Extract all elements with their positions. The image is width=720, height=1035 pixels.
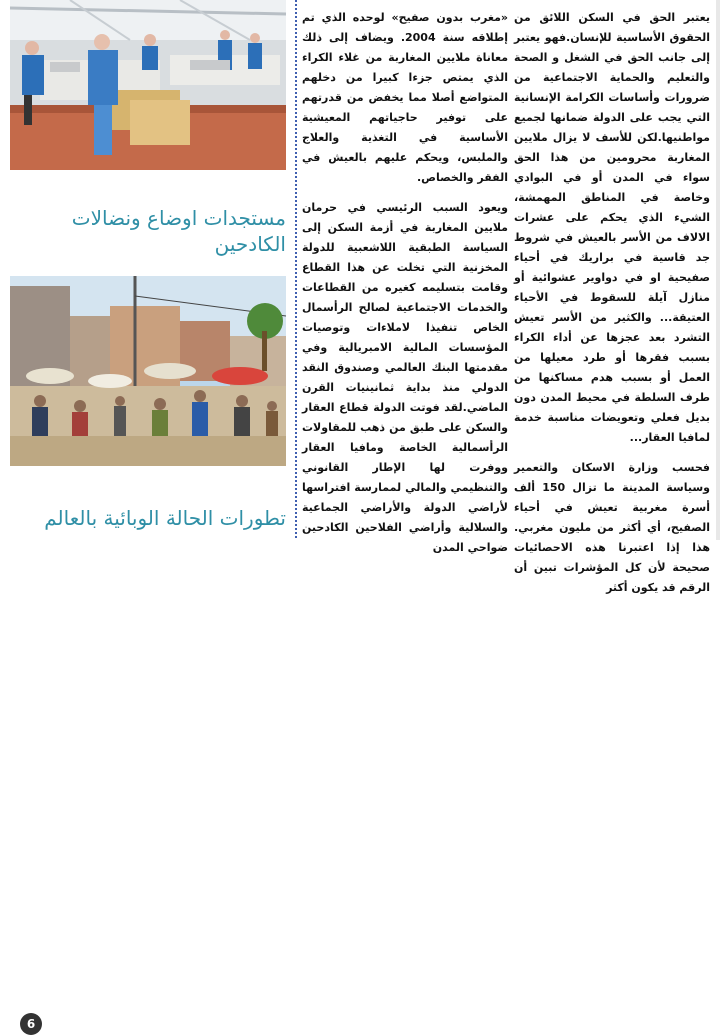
headline-6[interactable]: [10, 505, 286, 1031]
page-edge: [716, 0, 720, 540]
headline-5[interactable]: [10, 205, 286, 265]
headline-6-text[interactable]: تطورات الحالة الوبائية بالعالم: [44, 506, 286, 530]
headline-6-number-badge: 6: [20, 1013, 42, 1035]
middle-paragraph-1: «مغرب بدون صفيح» لوحده الذي تم إطلاقه سنة 2004. ويضاف إلى ذلك معاناة ملايين المغاربة من غلاء الكراء الذي يمتص جزءا كبيرا من دخلهم المتواضع أصلا مما يخفض من قدرتهم على توفير حاجياتهم المعيشية الأساسية في التغذية والعلاج والملبس، ويحكم عليهم بالعيش في الفقر والخصاص.: [302, 11, 508, 184]
factory-workers-photo: [10, 0, 286, 170]
right-paragraph-2: فحسب وزارة الاسكان والتعمير وسياسة المدينة ما تزال 150 ألف أسرة مغربية تعيش في أحياء الصفيح، أي أكثر من مليون مغربي. هذا إذا اعتبرنا هذه الاحصائيات صحيحة لأن كل المؤشرات تبين أن الرقم قد يكون أكثر: [514, 461, 710, 594]
left-column: [0, 0, 296, 1031]
headline-5-text[interactable]: مستجدات اوضاع ونضالات الكادحين: [71, 206, 286, 256]
middle-text-column: [302, 8, 508, 554]
street-market-photo: [10, 276, 286, 466]
factory-workers-illustration: [10, 0, 286, 170]
street-market-illustration: [10, 276, 286, 466]
middle-paragraph-2: ويعود السبب الرئيسي في حرمان ملايين المغاربة في أزمة السكن إلى السياسة الطبقية اللاشعبية للدولة المخزنية التي تخلت عن هذا القطاع وقامت بتسليمه كغيره من القطاعات والخدمات الاجتماعية لصالح الرأسمال الخاص تنفيذا لاملاءات وتوصيات المؤسسات المالية الامبريالية وفي مقدمتها البنك العالمي وصندوق النقد الدولي منذ بداية ثمانينيات القرن الماضي.لقد فوتت الدولة قطاع العقار والسكن على طبق من ذهب للمقاولات الرأسمالية الخاصة ومافيا العقار ووفرت لها الإطار القانوني والتنظيمي والمالي لممارسة افتراسها لأراضي الدولة والأراضي الجماعية والسلالية وأراضي الفلاحين الكادحين ضواحي المدن: [302, 201, 508, 554]
column-divider: [295, 0, 297, 540]
right-paragraph-1: يعتبر الحق في السكن اللائق من الحقوق الأساسية للإنسان.فهو يعتبر إلى جانب الحق في الشغل و الصحة والتعليم والحماية الاجتماعية من ضرورات وأساسات الكرامة الإنسانية التي يجب على الدولة ضمانها لجميع مواطنيها.لكن للأسف لا يزال ملايين المغاربة محرومين من هذا الحق سواء في المدن أو في البوادي وخاصة في المناطق المهمشة، الشيء الذي يحكم على عشرات الالاف من الأسر بالعيش في شروط جد قاسية في براريك في أحياء صفيحية او في دواوير عشوائية أو منازل آيلة للسقوط في الأحياء العتيقة... والكثير من الأسر تعيش التشرد بعد عجزها عن أداء الكراء بسبب فقرها أو طرد معيلها من العمل أو بسبب هدم مساكنها من طرف السلطة في محيط المدن دون بديل فعلي وتعويضات مناسبة خدمة لمافيا العقار...: [514, 11, 710, 444]
right-text-column: [514, 8, 710, 594]
